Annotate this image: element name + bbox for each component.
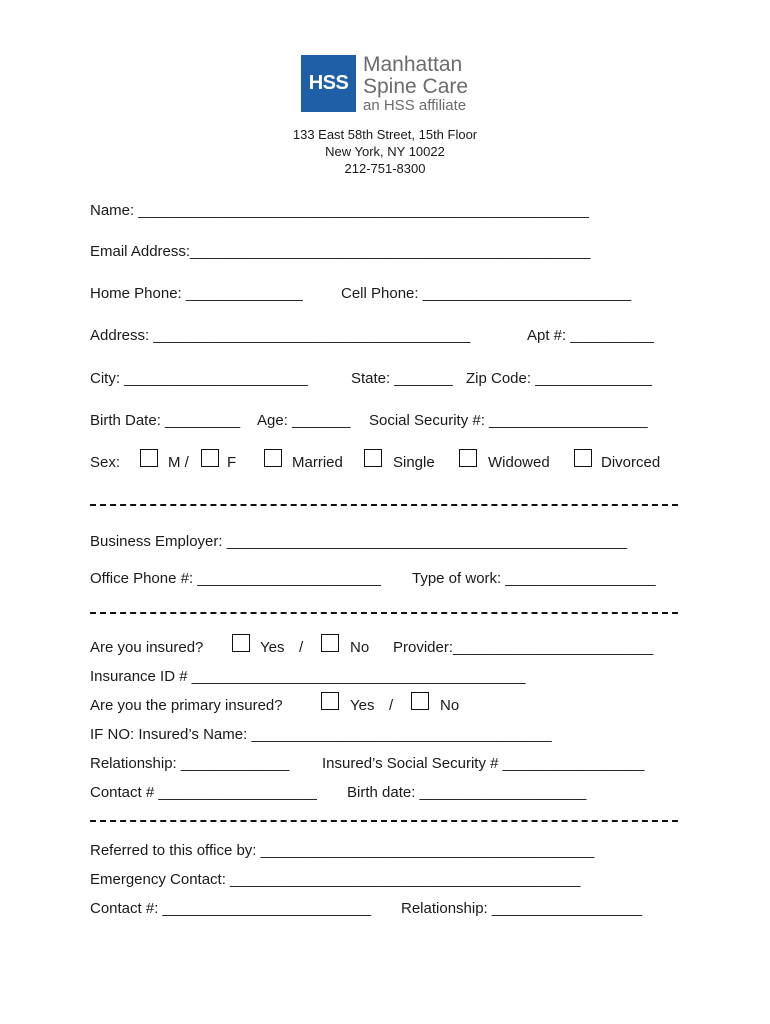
insured-no-checkbox[interactable] — [321, 634, 339, 652]
divorced-label: Divorced — [601, 454, 661, 471]
insured-yes-label: Yes — [260, 639, 285, 656]
emergency-contact-field[interactable]: Emergency Contact: __________________________________________ — [90, 871, 581, 888]
state-field[interactable]: State: _______ — [351, 370, 453, 387]
emergency-contact-number-field[interactable]: Contact #: _________________________ — [90, 900, 372, 917]
relationship-field[interactable]: Relationship: _____________ — [90, 755, 290, 772]
primary-yes-label: Yes — [350, 697, 375, 714]
insured-birth-date-field[interactable]: Birth date: ____________________ — [347, 784, 587, 801]
zip-field[interactable]: Zip Code: ______________ — [466, 370, 652, 387]
insured-question: Are you insured? — [90, 639, 204, 656]
type-of-work-field[interactable]: Type of work: __________________ — [412, 570, 656, 587]
name-field[interactable]: Name: ______________________________________________________ — [90, 202, 589, 219]
insurance-id-field[interactable]: Insurance ID # ________________________________________ — [90, 668, 526, 685]
married-checkbox[interactable] — [264, 449, 282, 467]
employer-field[interactable]: Business Employer: ________________________________________________ — [90, 533, 628, 550]
apt-field[interactable]: Apt #: __________ — [527, 327, 654, 344]
slash-text: / — [389, 697, 394, 714]
office-phone: 212-751-8300 — [344, 161, 426, 176]
sex-m-label: M / — [168, 454, 189, 471]
birth-date-field[interactable]: Birth Date: _________ — [90, 412, 241, 429]
logo-line-2: Spine Care — [363, 75, 469, 98]
sex-label: Sex: — [90, 454, 121, 471]
married-label: Married — [292, 454, 343, 471]
widowed-label: Widowed — [488, 454, 550, 471]
divorced-checkbox[interactable] — [574, 449, 592, 467]
primary-insured-question: Are you the primary insured? — [90, 697, 283, 714]
address-line-1: 133 East 58th Street, 15th Floor — [292, 127, 478, 142]
primary-yes-checkbox[interactable] — [321, 692, 339, 710]
ssn-field[interactable]: Social Security #: ___________________ — [369, 412, 648, 429]
city-field[interactable]: City: ______________________ — [90, 370, 308, 387]
slash-text: / — [299, 639, 304, 656]
address-field[interactable]: Address: ______________________________________ — [90, 327, 471, 344]
section-separator — [90, 504, 678, 506]
primary-no-checkbox[interactable] — [411, 692, 429, 710]
contact-field[interactable]: Contact # ___________________ — [90, 784, 317, 801]
provider-field[interactable]: Provider:________________________ — [393, 639, 654, 656]
sex-m-checkbox[interactable] — [140, 449, 158, 467]
section-separator — [90, 612, 678, 614]
age-field[interactable]: Age: _______ — [257, 412, 351, 429]
sex-f-label: F — [227, 454, 237, 471]
referred-by-field[interactable]: Referred to this office by: ________________________________________ — [90, 842, 595, 859]
office-phone-field[interactable]: Office Phone #: ______________________ — [90, 570, 381, 587]
emergency-relationship-field[interactable]: Relationship: __________________ — [401, 900, 643, 917]
email-field[interactable]: Email Address:________________________________________________ — [90, 243, 591, 260]
primary-no-label: No — [440, 697, 460, 714]
hss-logo — [301, 55, 481, 115]
insured-name-field[interactable]: IF NO: Insured’s Name: ____________________________________ — [90, 726, 552, 743]
insured-yes-checkbox[interactable] — [232, 634, 250, 652]
insured-no-label: No — [350, 639, 370, 656]
single-checkbox[interactable] — [364, 449, 382, 467]
logo-line-3: an HSS affiliate — [363, 97, 467, 114]
sex-f-checkbox[interactable] — [201, 449, 219, 467]
single-label: Single — [393, 454, 435, 471]
section-separator — [90, 820, 678, 822]
insured-ssn-field[interactable]: Insured’s Social Security # _________________ — [322, 755, 645, 772]
address-line-2: New York, NY 10022 — [325, 144, 445, 159]
home-phone-field[interactable]: Home Phone: ______________ — [90, 285, 303, 302]
widowed-checkbox[interactable] — [459, 449, 477, 467]
logo-mark: HSS — [301, 55, 356, 112]
cell-phone-field[interactable]: Cell Phone: _________________________ — [341, 285, 632, 302]
logo-line-1: Manhattan — [363, 53, 463, 76]
